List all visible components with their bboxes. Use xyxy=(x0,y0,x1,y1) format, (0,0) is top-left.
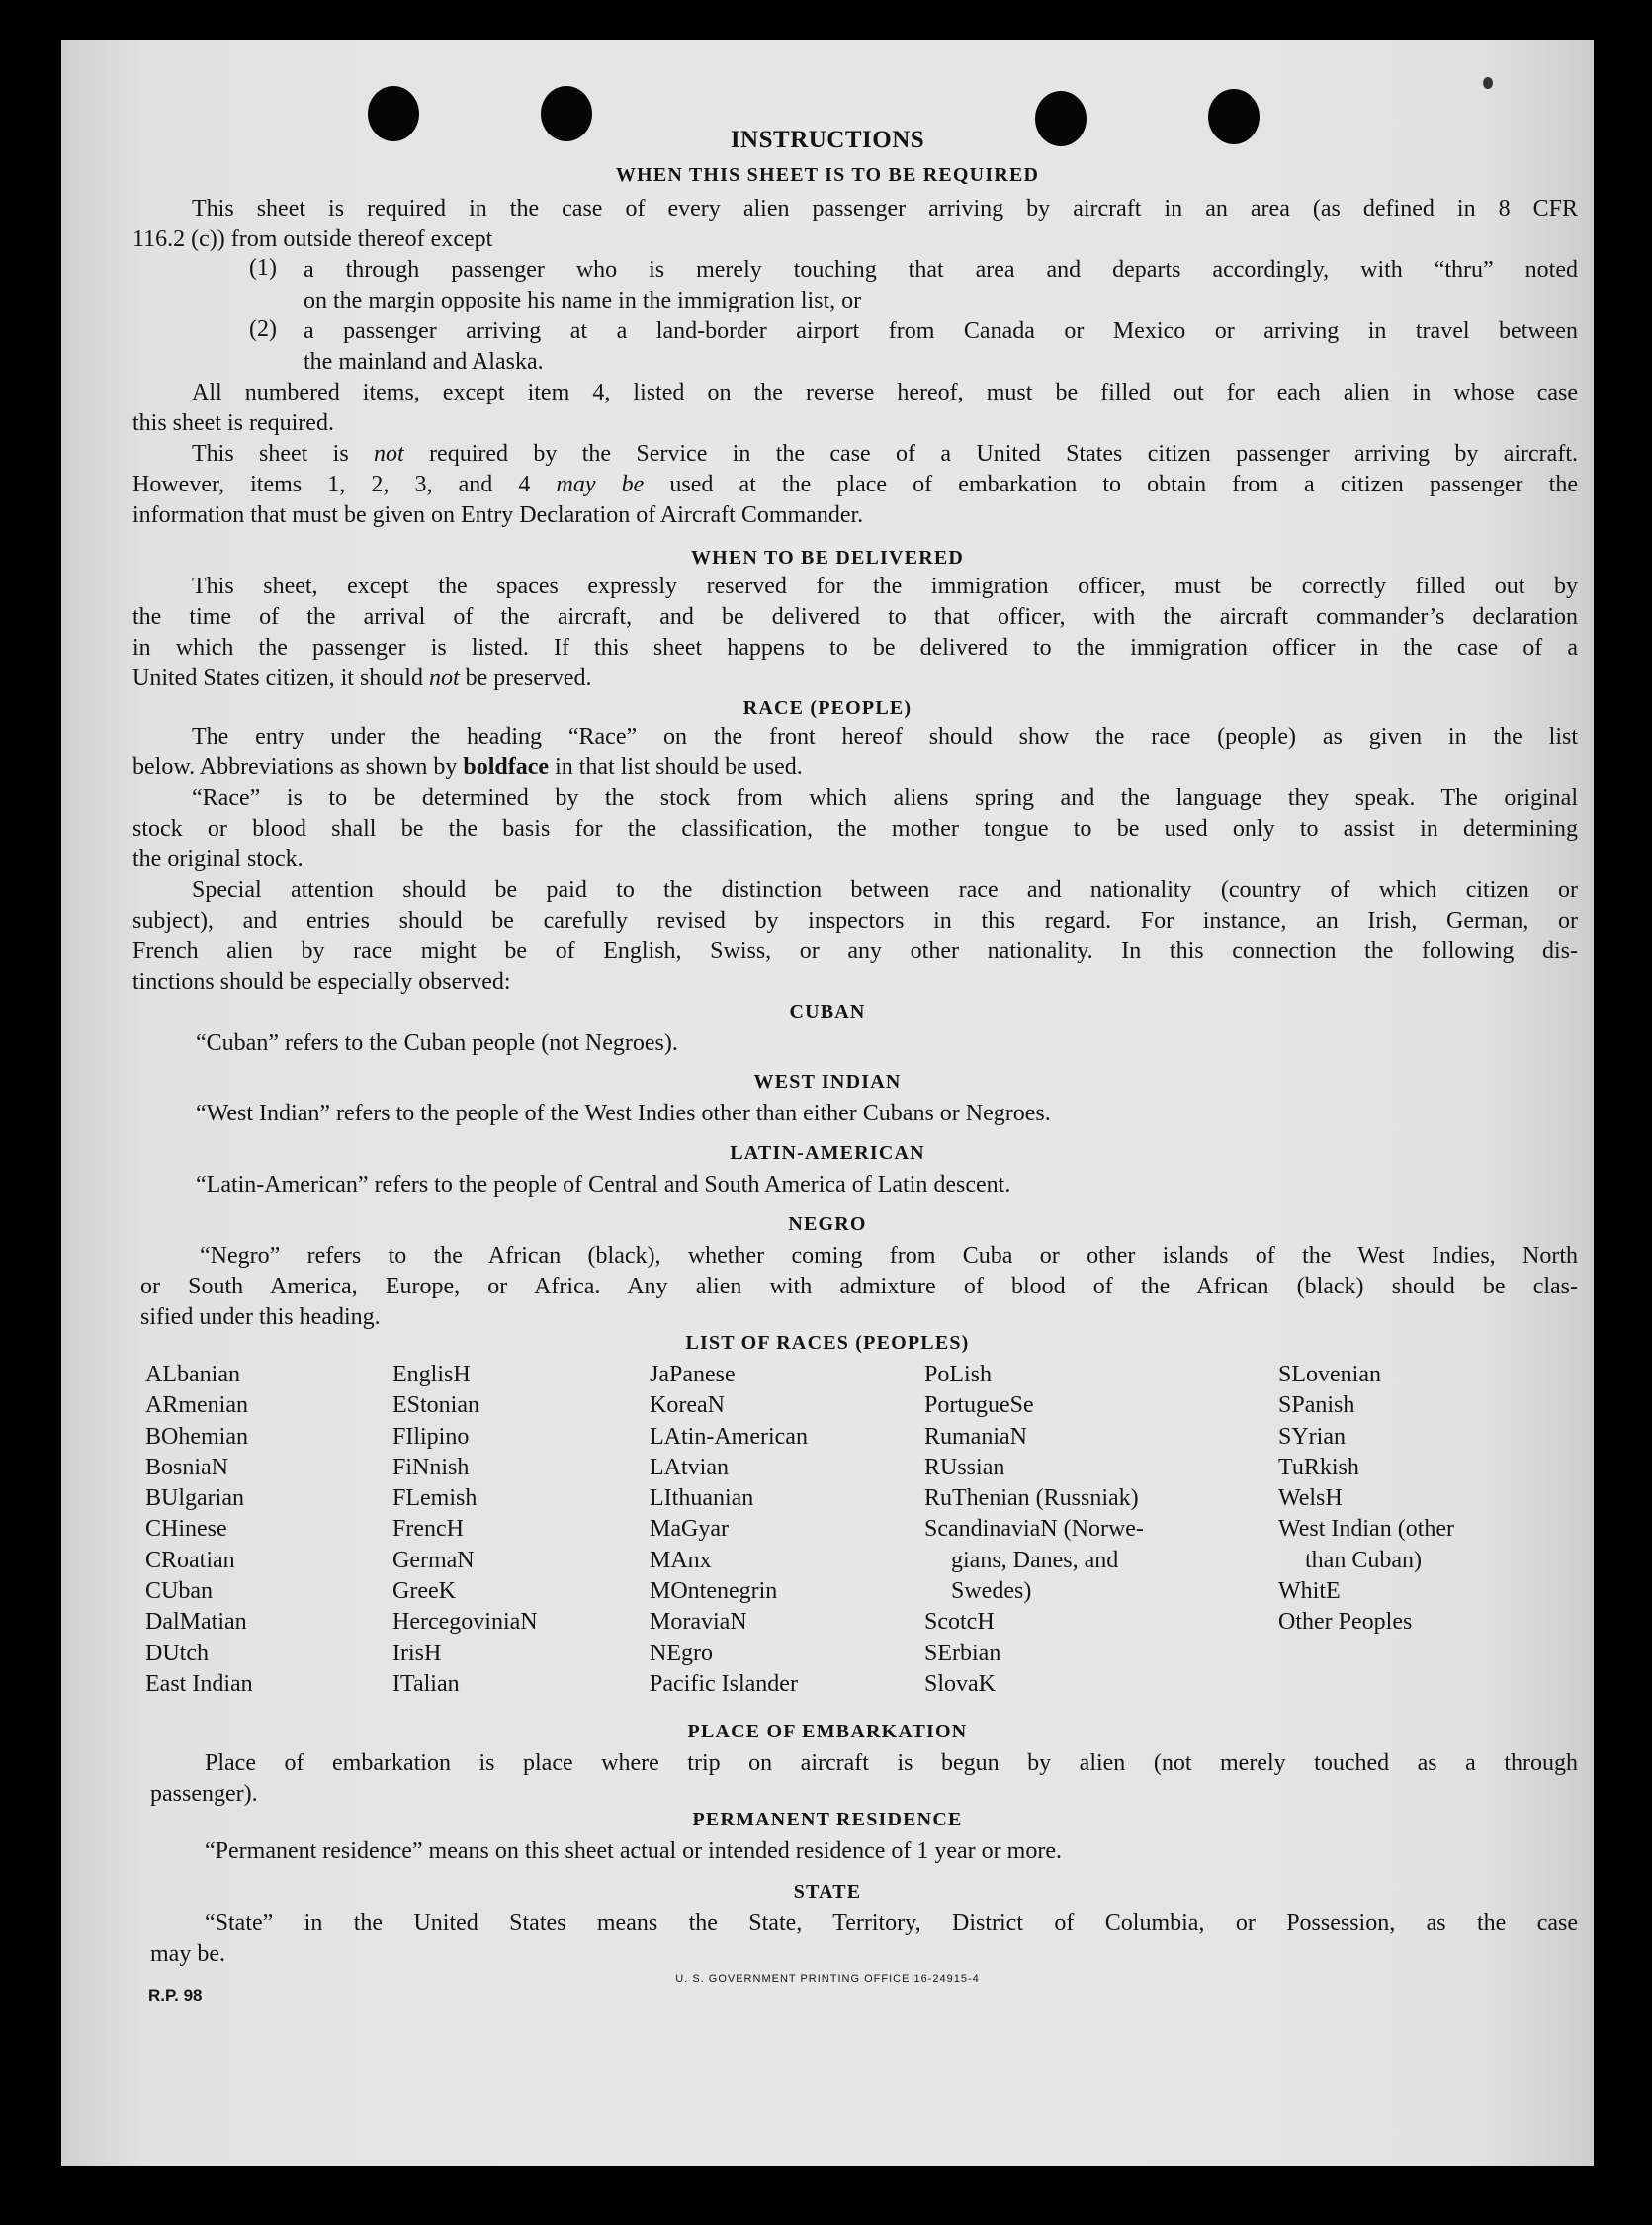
race-entry: WelsH xyxy=(1278,1485,1343,1512)
text-line: in which the passenger is listed. If this sheet happens to be delivered to the immigration officer in the case of a xyxy=(132,635,1578,661)
race-entry: ScandinaviaN (Norwe- xyxy=(924,1516,1144,1543)
text-line: the time of the arrival of the aircraft, and be delivered to that officer, with the aircraft commander’s declaration xyxy=(132,604,1578,630)
text-line: “West Indian” refers to the people of the West Indies other than either Cubans or Negroes. xyxy=(196,1101,1051,1126)
text-line: “Cuban” refers to the Cuban people (not Negroes). xyxy=(196,1030,678,1056)
race-entry: ScotcH xyxy=(924,1609,995,1636)
race-entry: CUban xyxy=(145,1578,213,1605)
race-entry: CHinese xyxy=(145,1516,227,1543)
section-heading-race: RACE (PEOPLE) xyxy=(742,697,913,719)
text-line: All numbered items, except item 4, listed on the reverse hereof, must be filled out for each alien in whose case xyxy=(192,380,1578,405)
race-entry: EnglisH xyxy=(392,1362,471,1387)
race-entry: FrencH xyxy=(392,1516,464,1543)
race-entry: IrisH xyxy=(392,1640,442,1666)
text-line: on the margin opposite his name in the immigration list, or xyxy=(304,288,862,313)
document-sheet xyxy=(61,40,1594,2166)
race-entry: NEgro xyxy=(650,1640,713,1666)
section-heading-when-required: WHEN THIS SHEET IS TO BE REQUIRED xyxy=(615,164,1040,186)
race-column xyxy=(145,1360,253,1700)
text-line: stock or blood shall be the basis for the classification, the mother tongue to be used only to assist in determining xyxy=(132,816,1578,842)
text-line: a passenger arriving at a land-border airport from Canada or Mexico or arriving in travel between xyxy=(304,318,1578,344)
page-title: INSTRUCTIONS xyxy=(730,127,925,153)
item-number: (1) xyxy=(249,255,277,281)
text-line: subject), and entries should be carefully revised by inspectors in this regard. For instance, an Irish, German, or xyxy=(132,908,1578,934)
race-entry: HercegoviniaN xyxy=(392,1609,538,1636)
text-line: Special attention should be paid to the distinction between race and nationality (country of which citizen or xyxy=(192,877,1578,903)
text-line: or South America, Europe, or Africa. Any alien with admixture of blood of the African (black) should be clas- xyxy=(140,1274,1578,1299)
race-entry: FiNnish xyxy=(392,1454,470,1480)
text-line: 116.2 (c)) from outside thereof except xyxy=(132,226,493,252)
race-entry: Pacific Islander xyxy=(650,1670,798,1697)
section-heading-negro: NEGRO xyxy=(788,1213,867,1235)
race-entry: MoraviaN xyxy=(650,1609,747,1636)
race-entry: SlovaK xyxy=(924,1670,996,1697)
section-heading-state: STATE xyxy=(793,1881,862,1903)
text-line: a through passenger who is merely touching that area and departs accordingly, with “thru” noted xyxy=(304,257,1578,283)
race-entry: FIlipino xyxy=(392,1423,470,1450)
section-heading-list-of-races: LIST OF RACES (PEOPLES) xyxy=(685,1332,970,1354)
race-entry: East Indian xyxy=(145,1670,253,1697)
race-entry: PoLish xyxy=(924,1362,993,1387)
text-line: “Race” is to be determined by the stock from which aliens spring and the language they speak. The original xyxy=(192,785,1578,811)
text-line: the mainland and Alaska. xyxy=(304,349,544,375)
text-line: The entry under the heading “Race” on the front hereof should show the race (people) as given in the list xyxy=(192,724,1578,750)
race-entry: KoreaN xyxy=(650,1392,725,1419)
race-entry: MaGyar xyxy=(650,1516,729,1543)
race-entry: CRoatian xyxy=(145,1547,235,1573)
race-entry: EStonian xyxy=(392,1392,479,1419)
race-entry: ARmenian xyxy=(145,1392,248,1419)
race-entry: DUtch xyxy=(145,1640,209,1666)
section-heading-when-delivered: WHEN TO BE DELIVERED xyxy=(690,547,965,569)
race-entry: FLemish xyxy=(392,1485,478,1512)
race-entry: SLovenian xyxy=(1278,1362,1381,1387)
printing-office-imprint: U. S. GOVERNMENT PRINTING OFFICE 16-24915-4 xyxy=(675,1973,980,1985)
race-entry: RumaniaN xyxy=(924,1423,1027,1450)
race-entry: gians, Danes, and xyxy=(951,1547,1119,1573)
race-entry: LIthuanian xyxy=(650,1485,754,1512)
race-entry: ITalian xyxy=(392,1670,460,1697)
race-entry: BosniaN xyxy=(145,1454,228,1480)
form-identifier: R.P. 98 xyxy=(148,1986,203,2004)
item-number: (2) xyxy=(249,316,277,342)
section-heading-west-indian: WEST INDIAN xyxy=(753,1071,902,1093)
race-entry: BOhemian xyxy=(145,1423,248,1450)
race-entry: PortugueSe xyxy=(924,1392,1034,1419)
text-line: United States citizen, it should not be preserved. xyxy=(132,666,592,691)
section-heading-cuban: CUBAN xyxy=(789,1001,866,1023)
text-line: passenger). xyxy=(150,1781,258,1807)
race-entry: Other Peoples xyxy=(1278,1609,1413,1636)
race-entry: ALbanian xyxy=(145,1362,240,1387)
text-line: may be. xyxy=(150,1941,225,1967)
race-entry: SYrian xyxy=(1278,1423,1346,1450)
race-entry: TuRkish xyxy=(1278,1454,1359,1480)
text-line: French alien by race might be of English, Swiss, or any other nationality. In this connection the following dis- xyxy=(132,938,1578,964)
text-line: However, items 1, 2, 3, and 4 may be used at the place of embarkation to obtain from a citizen passenger the xyxy=(132,472,1578,497)
race-column xyxy=(1278,1360,1454,1639)
text-line: information that must be given on Entry Declaration of Aircraft Commander. xyxy=(132,502,864,528)
race-entry: GermaN xyxy=(392,1547,475,1573)
race-entry: LAtin-American xyxy=(650,1423,808,1450)
race-entry: JaPanese xyxy=(650,1362,736,1387)
race-entry: MOntenegrin xyxy=(650,1578,778,1605)
text-line: This sheet, except the spaces expressly reserved for the immigration officer, must be correctly filled out by xyxy=(192,574,1578,599)
race-entry: MAnx xyxy=(650,1547,712,1573)
race-entry: SErbian xyxy=(924,1640,1001,1666)
text-line: This sheet is not required by the Service in the case of a United States citizen passenger arriving by aircraft. xyxy=(192,441,1578,467)
text-line: this sheet is required. xyxy=(132,410,334,436)
race-entry: GreeK xyxy=(392,1578,456,1605)
text-line: “State” in the United States means the State, Territory, District of Columbia, or Possession, as the case xyxy=(205,1911,1578,1936)
race-entry: BUlgarian xyxy=(145,1485,244,1512)
race-entry: WhitE xyxy=(1278,1578,1341,1605)
text-line: below. Abbreviations as shown by boldface in that list should be used. xyxy=(132,755,803,780)
race-column xyxy=(924,1360,1144,1700)
race-column xyxy=(650,1360,808,1700)
race-entry: West Indian (other xyxy=(1278,1516,1455,1543)
text-line: “Negro” refers to the African (black), whether coming from Cuba or other islands of the West Indies, North xyxy=(200,1243,1578,1269)
race-entry: SPanish xyxy=(1278,1392,1355,1419)
race-entry: RuThenian (Russniak) xyxy=(924,1485,1139,1512)
text-line: tinctions should be especially observed: xyxy=(132,969,511,995)
race-entry: DalMatian xyxy=(145,1609,247,1636)
text-line: sified under this heading. xyxy=(140,1304,381,1330)
race-entry: than Cuban) xyxy=(1305,1547,1422,1573)
text-line: This sheet is required in the case of every alien passenger arriving by aircraft in an area (as defined in 8 CFR xyxy=(192,196,1578,222)
race-entry: RUssian xyxy=(924,1454,1005,1480)
race-entry: Swedes) xyxy=(951,1578,1032,1605)
race-column xyxy=(392,1360,538,1700)
race-entry: LAtvian xyxy=(650,1454,729,1480)
instructions-page xyxy=(61,40,1594,2166)
section-heading-latin-american: LATIN-AMERICAN xyxy=(730,1142,925,1164)
section-heading-permanent-residence: PERMANENT RESIDENCE xyxy=(692,1809,963,1830)
section-heading-place-of-embarkation: PLACE OF EMBARKATION xyxy=(687,1721,968,1742)
text-line: “Latin-American” refers to the people of Central and South America of Latin descent. xyxy=(196,1172,1011,1198)
text-line: Place of embarkation is place where trip on aircraft is begun by alien (not merely touched as a through xyxy=(205,1750,1578,1776)
text-line: the original stock. xyxy=(132,846,304,872)
text-line: “Permanent residence” means on this sheet actual or intended residence of 1 year or more. xyxy=(205,1838,1062,1864)
